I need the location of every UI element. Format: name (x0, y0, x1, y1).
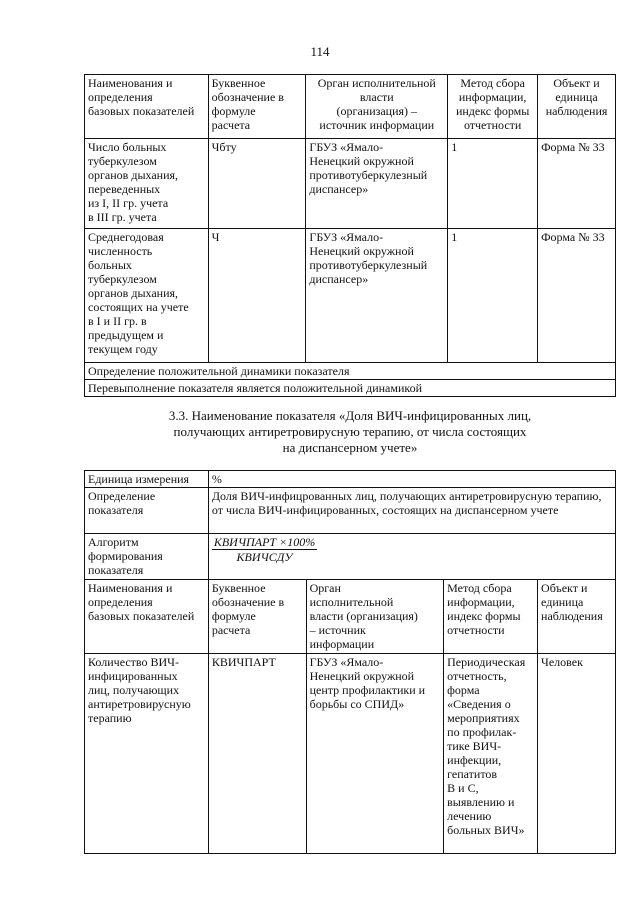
formula-fraction (212, 535, 317, 564)
cell-source: ГБУЗ «Ямало- Ненецкий окружной противотуберкулезный диспансер» (306, 229, 448, 363)
definition-label: Определение показателя (85, 488, 209, 534)
algorithm-label: Алгоритм формирования показателя (85, 534, 209, 580)
cell-source: ГБУЗ «Ямало- Ненецкий окружной центр профилактики и борьбы со СПИД» (306, 654, 444, 854)
table-footer-row (85, 363, 616, 380)
table-header-row (85, 75, 616, 139)
header-cell-object: Объект и единица наблюдения (538, 580, 616, 654)
dynamics-definition-cell: Определение положительной динамики показателя (85, 363, 616, 380)
unit-label: Единица измерения (85, 471, 209, 488)
header-cell-object: Объект и единица наблюдения (538, 75, 616, 139)
cell-name: Среднегодовая численность больных туберкулезом органов дыхания, состоящих на учете в I и II гр. в предыдущем и текущем году (85, 229, 209, 363)
algorithm-formula (208, 534, 615, 580)
cell-object: Форма № 33 (538, 229, 616, 363)
section-heading: 3.3. Наименование показателя «Доля ВИЧ-инфицированных лиц, получающих антиретровирусную терапию, от числа состоящих на диспансерном учете» (168, 408, 532, 455)
unit-row (85, 471, 616, 488)
formula-numerator: КВИЧПАРТ ×100% (213, 535, 316, 549)
algorithm-row (85, 534, 616, 580)
unit-value: % (208, 471, 615, 488)
table-header-row (85, 580, 616, 654)
cell-name: Количество ВИЧ- инфицированных лиц, получающих антиретровирусную терапию (85, 654, 209, 854)
definition-value: Доля ВИЧ-инфицрованных лиц, получающих антиретровирусную терапию, от числа ВИЧ-инфицированных, состоящих на диспансерном учете (208, 488, 615, 534)
table-row (85, 139, 616, 229)
cell-object: Человек (538, 654, 616, 854)
cell-method: 1 (448, 139, 538, 229)
cell-name: Число больных туберкулезом органов дыхания, переведенных из I, II гр. учета в III гр. учета (85, 139, 209, 229)
indicator-table-1 (84, 74, 616, 397)
header-cell-names: Наименования и определения базовых показателей (85, 580, 209, 654)
header-cell-method: Метод сбора информации, индекс формы отчетности (444, 580, 538, 654)
cell-symbol: КВИЧПАРТ (208, 654, 306, 854)
table-row (85, 229, 616, 363)
header-cell-source: Орган исполнительной власти (организация) – источник информации (306, 580, 444, 654)
header-cell-names: Наименования и определения базовых показателей (85, 75, 209, 139)
page-number: 114 (310, 44, 330, 59)
table-row (85, 654, 616, 854)
cell-symbol: Чбту (208, 139, 306, 229)
header-cell-symbol: Буквенное обозначение в формуле расчета (208, 75, 306, 139)
indicator-table-2 (84, 470, 616, 854)
cell-object: Форма № 33 (538, 139, 616, 229)
table-footer-row (85, 380, 616, 397)
cell-method: Периодическая отчетность, форма «Сведения о мероприятиях по профилак- тике ВИЧ- инфекции, гепатитов В и С, выявлению и лечению больных ВИЧ» (444, 654, 538, 854)
header-cell-method: Метод сбора информации, индекс формы отчетности (448, 75, 538, 139)
definition-row (85, 488, 616, 534)
cell-source: ГБУЗ «Ямало- Ненецкий окружной противотуберкулезный диспансер» (306, 139, 448, 229)
formula-denominator: КВИЧСДУ (236, 550, 293, 564)
cell-symbol: Ч (208, 229, 306, 363)
dynamics-value-cell: Перевыполнение показателя является положительной динамикой (85, 380, 616, 397)
header-cell-source: Орган исполнительной власти (организация) – источник информации (306, 75, 448, 139)
cell-method: 1 (448, 229, 538, 363)
header-cell-symbol: Буквенное обозначение в формуле расчета (208, 580, 306, 654)
